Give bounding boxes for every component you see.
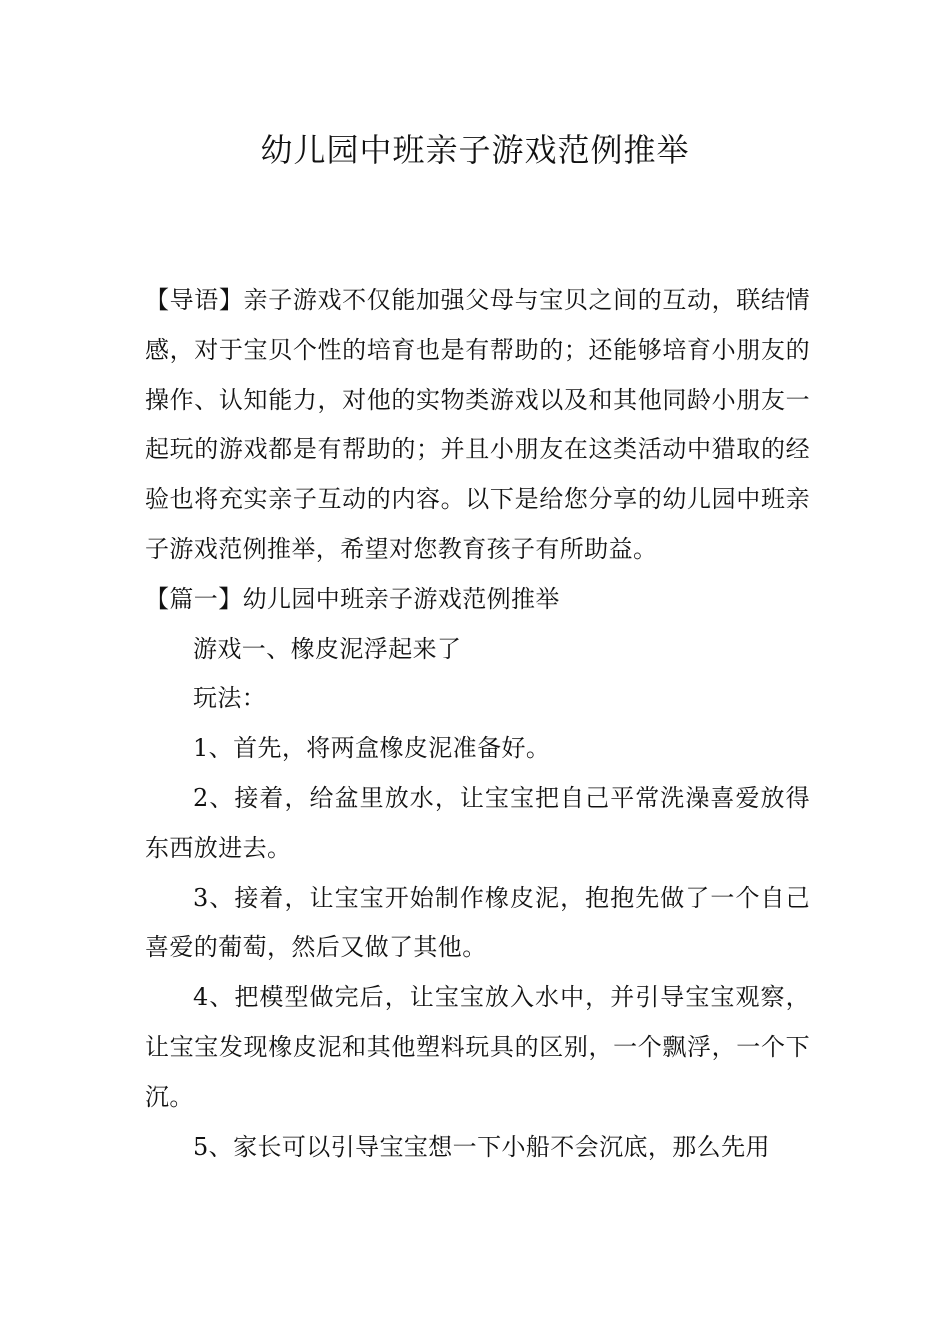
step-4: 4、把模型做完后，让宝宝放入水中，并引导宝宝观察，让宝宝发现橡皮泥和其他塑料玩具的区别，一个飘浮，一个下沉。 <box>145 983 810 1111</box>
step-2: 2、接着，给盆里放水，让宝宝把自己平常洗澡喜爱放得东西放进去。 <box>145 783 810 862</box>
paragraph-intro: 【导语】亲子游戏不仅能加强父母与宝贝之间的互动，联结情感，对于宝贝个性的培育也是有帮助的；还能够培育小朋友的操作、认知能力，对他的实物类游戏以及和其他同龄小朋友一起玩的游戏都是有帮助的；并且小朋友在这类活动中猎取的经验也将充实亲子互动的内容。以下是给您分享的幼儿园中班亲子游戏范例推举，希望对您教育孩子有所助益。 <box>145 286 810 563</box>
step-5: 5、家长可以引导宝宝想一下小船不会沉底，那么先用 <box>193 1132 770 1161</box>
game-heading: 游戏一、橡皮泥浮起来了 <box>193 634 462 663</box>
method-label: 玩法： <box>193 684 267 713</box>
step-3: 3、接着，让宝宝开始制作橡皮泥，抱抱先做了一个自己喜爱的葡萄，然后又做了其他。 <box>145 883 810 962</box>
document-body <box>145 276 810 1172</box>
step-1: 1、首先，将两盒橡皮泥准备好。 <box>193 734 551 763</box>
section-heading: 【篇一】幼儿园中班亲子游戏范例推举 <box>145 584 560 613</box>
page-title: 幼儿园中班亲子游戏范例推举 <box>260 131 690 169</box>
